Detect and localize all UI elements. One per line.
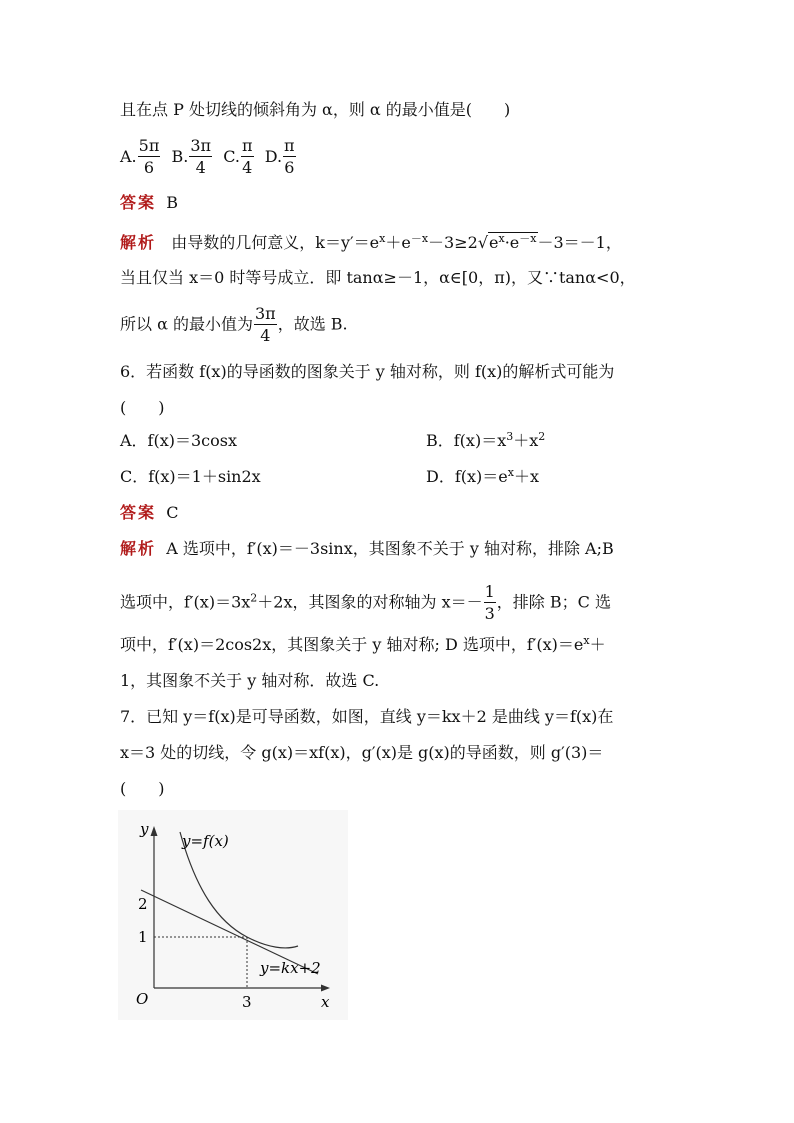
q6-option-d[interactable]: D．$f(x)=e^x+x$ xyxy=(426,466,539,486)
y-axis-label: y xyxy=(140,820,149,838)
q6-analysis-line-1: 解析 A 选项中，f′(x)＝－3sinx，其图象不关于 y 轴对称，排除 A;B xyxy=(120,539,614,558)
q5-analysis-line-3: 所以 α 的最小值为 $\frac{3\pi}{4}$ ，故选 B. xyxy=(120,304,348,345)
sqrt-icon: √ xyxy=(477,233,489,252)
q5-analysis-line-2: 当且仅当 x＝0 时等号成立．即 tanα≥－1，α∈[0，π)，又∵tanα<0， xyxy=(120,268,636,287)
line-label: y=kx+2 xyxy=(260,959,321,977)
analysis-label: 解析 xyxy=(120,539,157,558)
q5-option-b[interactable]: B. $\frac{3\pi}{4}$ xyxy=(171,136,212,177)
q5-option-a[interactable]: A. $\frac{5\pi}{6}$ xyxy=(120,136,160,177)
answer-label: 答案 xyxy=(120,503,157,522)
q6-answer: C xyxy=(166,503,179,522)
q5-answer-row xyxy=(120,195,178,211)
q5-option-d[interactable]: D. $\frac{\pi}{6}$ xyxy=(264,136,295,177)
q6-analysis-line-3: 项中，f′(x)＝2cos2x，其图象关于 y 轴对称; D 选项中，$f'(x)=e^x+$ xyxy=(120,634,606,654)
tick-y-1: 1 xyxy=(138,928,148,946)
q6-option-a[interactable]: A．f(x)＝3cosx xyxy=(120,431,237,450)
q7-stem-line-2: x＝3 处的切线，令 g(x)＝xf(x)，g′(x)是 g(x)的导函数，则 g′(3)＝ xyxy=(120,743,604,762)
q6-stem: 6．若函数 f(x)的导函数的图象关于 y 轴对称，则 f(x)的解析式可能为 xyxy=(120,362,615,381)
answer-label: 答案 xyxy=(120,193,157,212)
analysis-label: 解析 xyxy=(120,233,157,252)
q5-answer: B xyxy=(166,193,178,212)
x-axis-label: x xyxy=(321,993,330,1011)
q5-stem-tail: 且在点 P 处切线的倾斜角为 α，则 α 的最小值是( ) xyxy=(120,100,511,119)
q5-analysis-line-1: 解析 由导数的几何意义，$k=y'=e^x+e^{-x}-3\ge 2√e^x\cdot e^{-x}-3=-1$， xyxy=(120,232,622,252)
q6-paren: ( ) xyxy=(120,398,165,417)
origin-label: O xyxy=(136,990,149,1008)
q5-options xyxy=(120,138,297,176)
q6-answer-row xyxy=(120,505,178,521)
q6-option-b[interactable]: B．$f(x)=x^3+x^2$ xyxy=(426,430,546,450)
tick-x-3: 3 xyxy=(242,993,252,1011)
q6-options-row-1 xyxy=(120,430,720,450)
curve-label: y=f(x) xyxy=(182,832,229,850)
q7-figure xyxy=(118,810,348,1020)
tick-y-2: 2 xyxy=(138,895,148,913)
q6-option-c[interactable]: C．f(x)＝1＋sin2x xyxy=(120,467,261,486)
q7-paren: ( ) xyxy=(120,779,165,798)
q6-analysis-line-4: 1，其图象不关于 y 轴对称．故选 C. xyxy=(120,671,380,690)
q6-analysis-line-2: 选项中，$f'(x)=3x^2+2x$，其图象的对称轴为 x＝－ $\frac{1}{3}$ ，排除 B；C 选 xyxy=(120,582,611,623)
q7-stem-line-1: 7．已知 y＝f(x)是可导函数，如图，直线 y＝kx＋2 是曲线 y＝f(x)在 xyxy=(120,707,614,726)
q6-options-row-2 xyxy=(120,466,720,486)
q5-option-c[interactable]: C. $\frac{\pi}{4}$ xyxy=(223,136,253,177)
